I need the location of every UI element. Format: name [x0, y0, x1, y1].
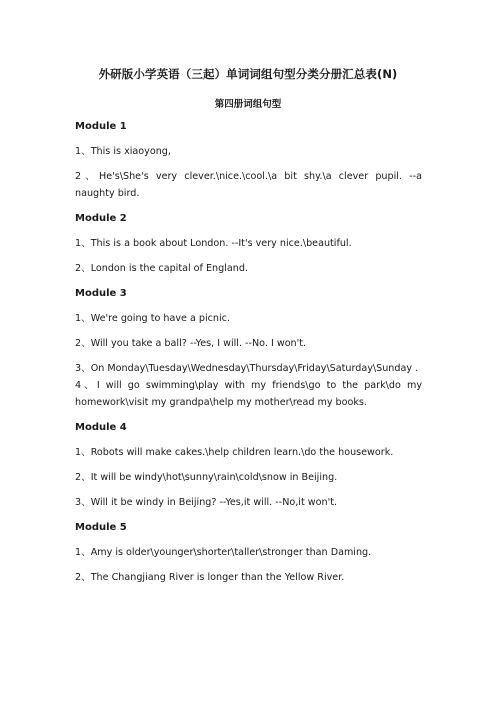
module-3-heading: Module 3	[75, 288, 127, 299]
module-3-line-2: 2、Will you take a ball? --Yes, I will. --No. I won't.	[75, 338, 307, 349]
document-subtitle: 第四册词组句型	[214, 99, 282, 110]
module-4-heading: Module 4	[75, 422, 127, 433]
module-3-line-1: 1、We're going to have a picnic.	[75, 313, 230, 324]
module-5-line-1: 1、Amy is older\younger\shorter\taller\stronger than Daming.	[75, 547, 372, 558]
module-3-line-4: 4、I will go swimming\play with my friends\go to the park\do my homework\visit my grandpa\help my mother\read my books.	[75, 380, 422, 408]
module-2-line-1: 1、This is a book about London. --It's very nice.\beautiful.	[75, 238, 352, 249]
module-3-line-3: 3、On Monday\Tuesday\Wednesday\Thursday\Friday\Saturday\Sunday .	[75, 363, 419, 374]
module-1-heading: Module 1	[75, 121, 127, 132]
module-4-line-3: 3、Will it be windy in Beijing? --Yes,it will. --No,it won't.	[75, 497, 338, 508]
module-1-line-2: 2、He's\She's very clever.\nice.\cool.\a bit shy.\a clever pupil. --a naughty bird.	[75, 171, 422, 199]
module-5-heading: Module 5	[75, 522, 127, 533]
module-1-line-1: 1、This is xiaoyong,	[75, 146, 171, 157]
module-2-line-2: 2、London is the capital of England.	[75, 263, 248, 274]
module-4-line-1: 1、Robots will make cakes.\help children learn.\do the housework.	[75, 447, 394, 458]
module-2-heading: Module 2	[75, 213, 127, 224]
document-title: 外研版小学英语（三起）单词词组句型分类分册汇总表(N)	[98, 67, 398, 81]
document-body	[75, 118, 422, 586]
module-5-line-2: 2、The Changjiang River is longer than the Yellow River.	[75, 572, 345, 583]
module-4-line-2: 2、It will be windy\hot\sunny\rain\cold\snow in Beijing.	[75, 472, 338, 483]
